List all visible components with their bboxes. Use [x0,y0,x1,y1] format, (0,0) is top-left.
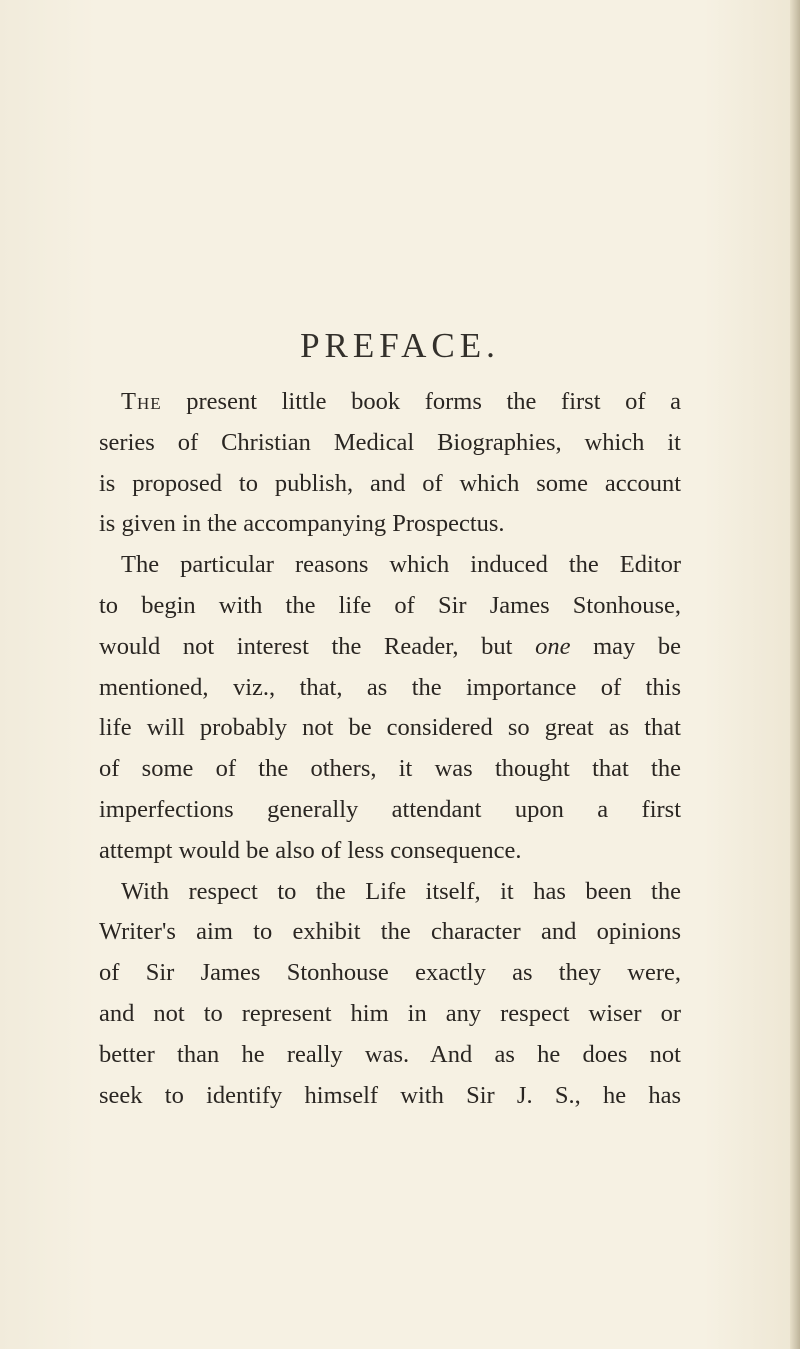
page-title: PREFACE. [300,326,500,365]
emphasis: one [535,632,571,660]
text-line: imperfections generally attendant upon a first [99,795,681,823]
text-line-content: present little book forms the first of a [161,388,681,415]
text-line: series of Christian Medical Biographies, which it [99,428,681,456]
text-line: of some of the others, it was thought that the [99,755,681,783]
text-line: Writer's aim to exhibit the character and opinions [99,918,681,946]
text-line: to begin with the life of Sir James Stonhouse, [99,591,681,619]
preface-text [99,382,681,1116]
text-line: seek to identify himself with Sir J. S., he has [99,1081,681,1109]
text-line-content: may be [570,632,681,660]
text-line [99,627,681,668]
text-line: of Sir James Stonhouse exactly as they were, [99,959,681,987]
text-line: life will probably not be considered so great as that [99,714,681,742]
text-line-content: would not interest the Reader, but [99,632,536,660]
text-line: is given in the accompanying Prospectus. [99,510,505,538]
page-edge-shadow [790,0,800,1349]
text-line: better than he really was. And as he does not [99,1040,681,1068]
text-line [99,382,681,423]
text-line: With respect to the Life itself, it has been the [121,877,681,905]
text-line: is proposed to publish, and of which some account [99,469,681,497]
opening-word: The [121,388,162,415]
text-line: mentioned, viz., that, as the importance of this [99,673,681,701]
text-line: The particular reasons which induced the Editor [121,551,681,579]
text-line: attempt would be also of less consequence. [99,836,522,864]
text-line: and not to represent him in any respect wiser or [99,999,681,1027]
